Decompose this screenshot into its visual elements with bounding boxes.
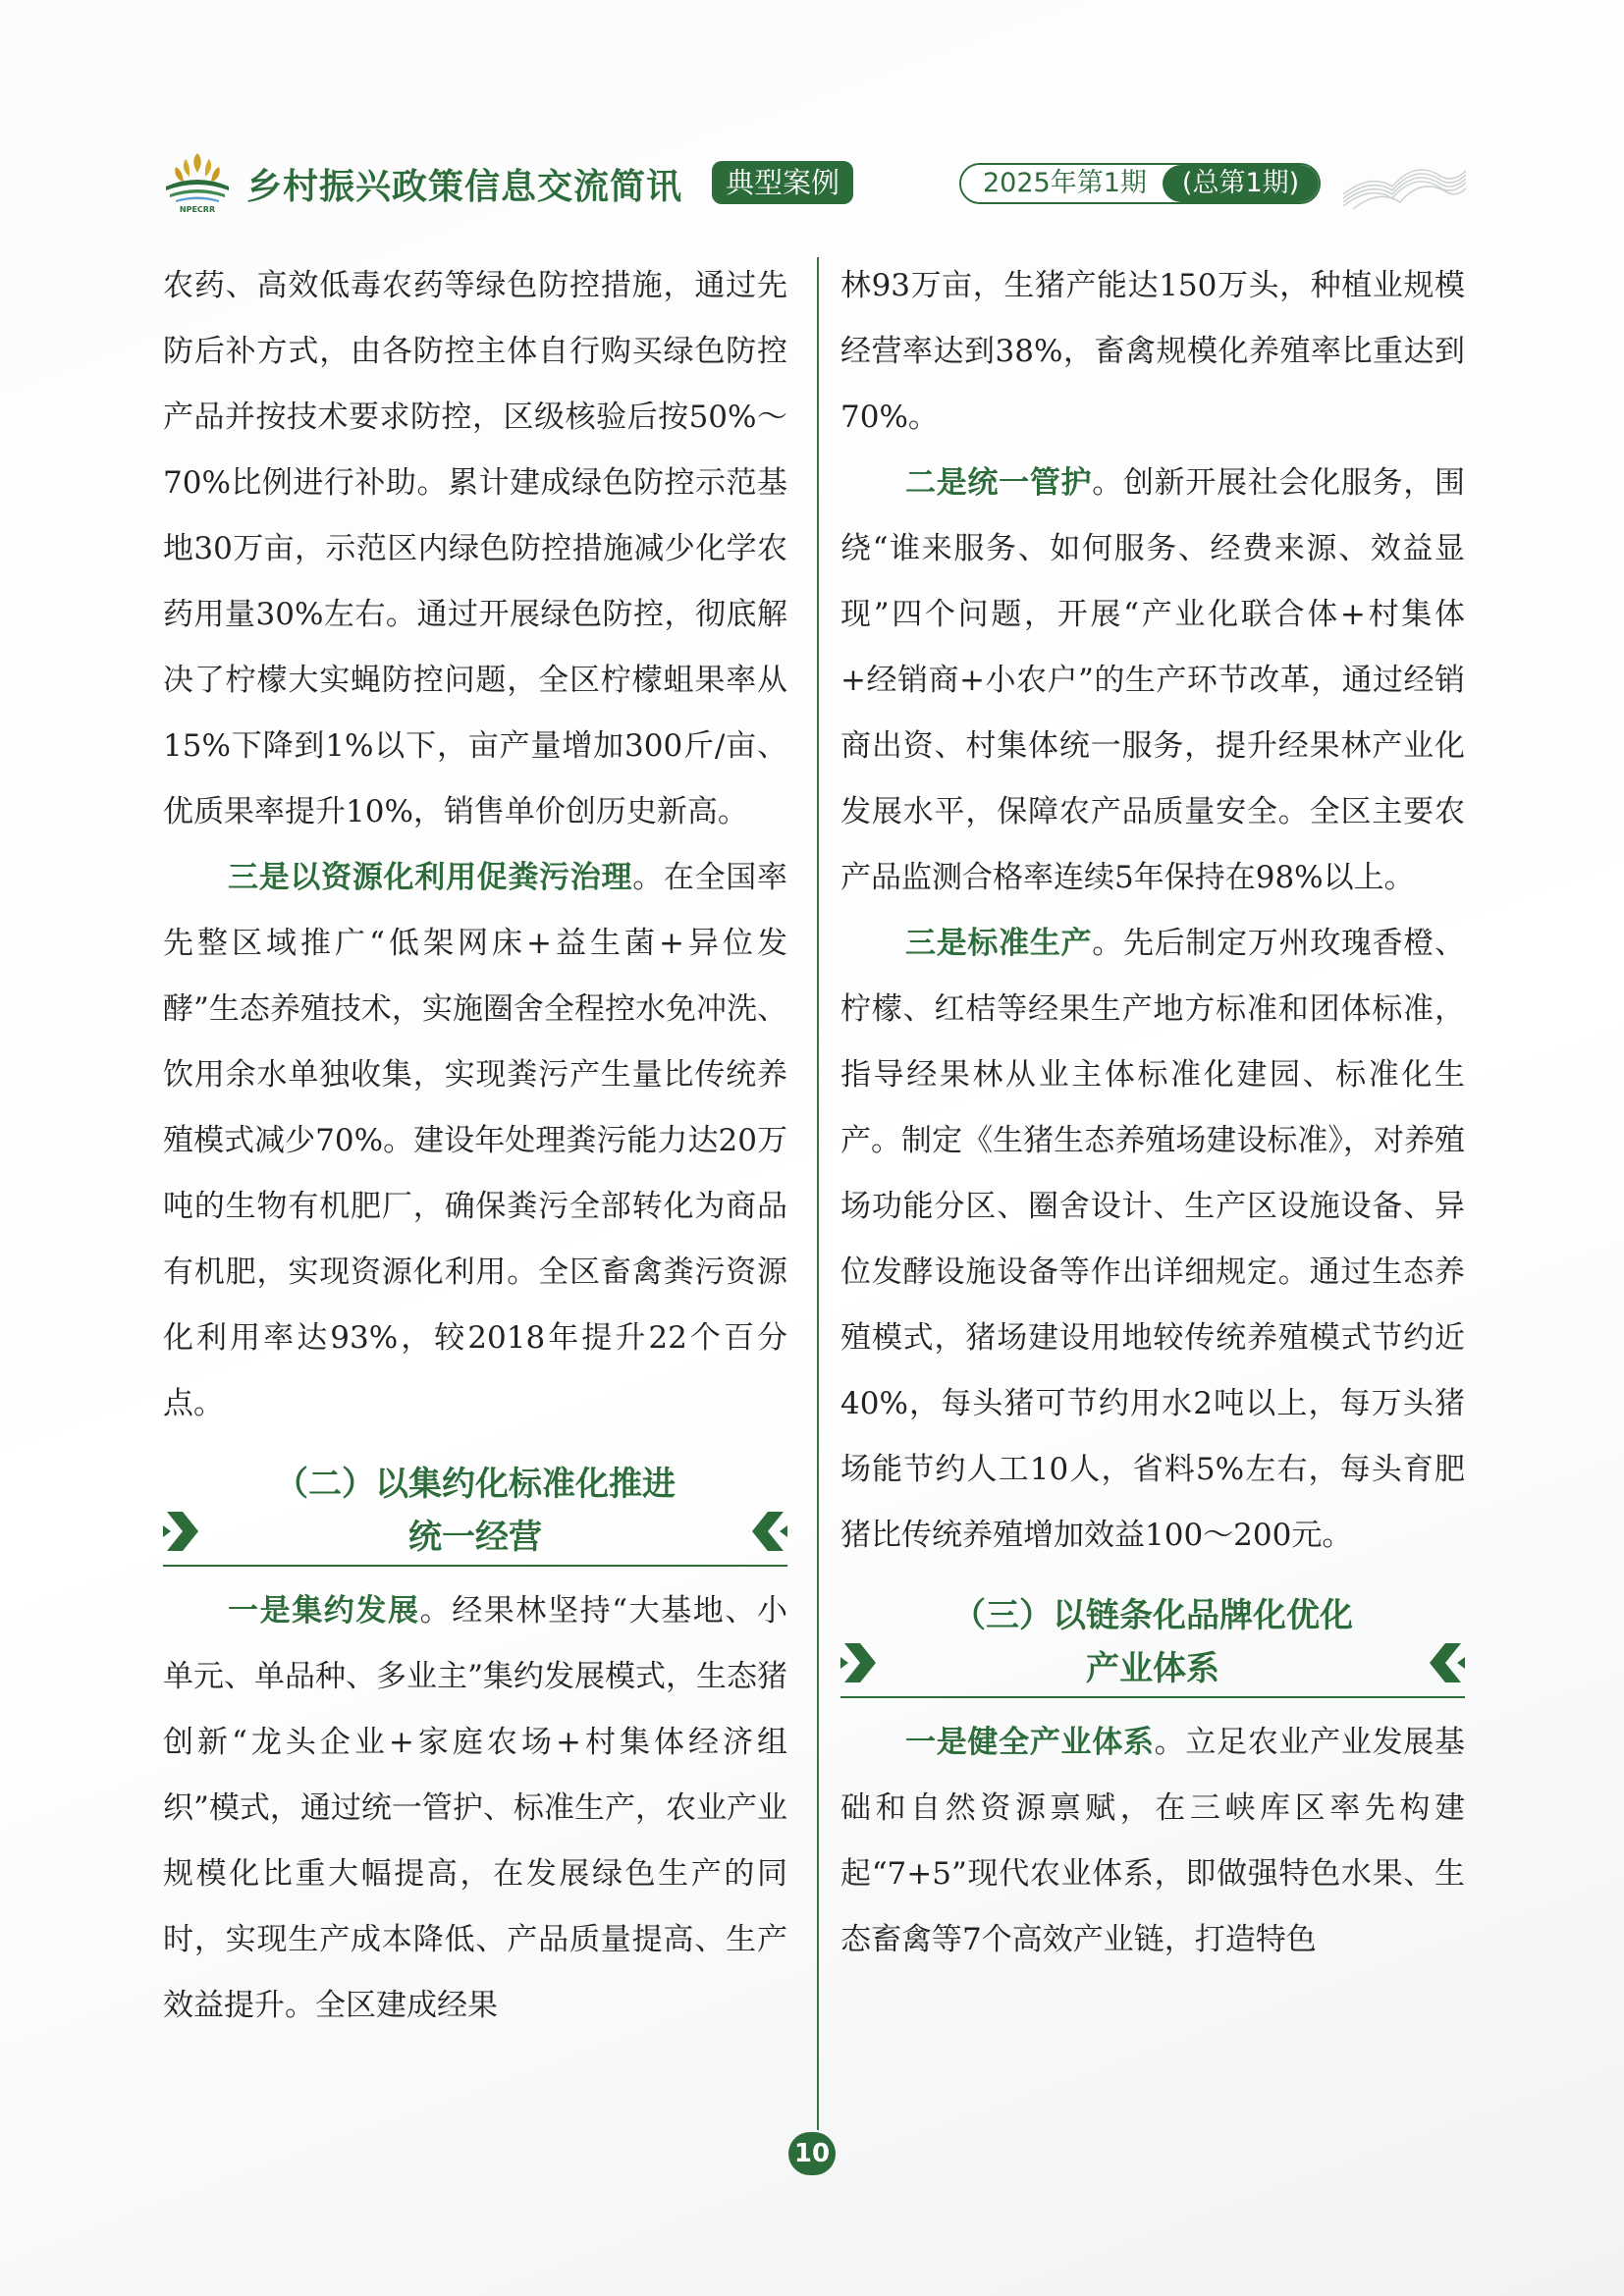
chevron-left-icon [1426, 1639, 1465, 1686]
left-column [163, 253, 787, 2039]
page-header [160, 147, 1466, 216]
issue-total: (总第1期) [1163, 165, 1319, 202]
npecrr-logo-icon [160, 147, 235, 214]
issue-badge [959, 163, 1321, 204]
chevron-right-icon [163, 1508, 202, 1555]
paragraph-text: 。立足农业产业发展基础和自然资源禀赋，在三峡库区率先构建起“7+5”现代农业体系，即做强特色水果、生态畜禽等7个高效产业链，打造特色 [840, 1725, 1466, 1957]
section-title-line2: 产业体系 [1086, 1649, 1219, 1688]
paragraph: 农药、高效低毒农药等绿色防控措施，通过先防后补方式，由各防控主体自行购买绿色防控产品并按技术要求防控，区级核验后按50%～70%比例进行补助。累计建成绿色防控示范基地30万亩，示范区内绿色防控措施减少化学农药用量30%左右。通过开展绿色防控，彻底解决了柠檬大实蝇防控问题，全区柠檬蛆果率从15%下降到1%以下，亩产量增加300斤/亩、优质果率提升10%，销售单价创历史新高。 [163, 268, 787, 829]
paragraph-text: 。在全国率先整区域推广“低架网床+益生菌+异位发酵”生态养殖技术，实施圈舍全程控水免冲洗、饮用余水单独收集，实现粪污产生量比传统养殖模式减少70%。建设年处理粪污能力达20万吨的生物有机肥厂，确保粪污全部转化为商品有机肥，实现资源化利用。全区畜禽粪污资源化利用率达93%，较2018年提升22个百分点。 [163, 860, 788, 1421]
paragraph [163, 1578, 787, 2039]
logo-text: NPECRR [179, 205, 216, 214]
right-column [840, 253, 1465, 1973]
mountain-lines-icon [1343, 151, 1466, 210]
category-tag: 典型案例 [712, 161, 853, 204]
page-number: 10 [788, 2132, 836, 2175]
paragraph-lead: 三是标准生产 [905, 926, 1093, 961]
paragraph [163, 845, 787, 1437]
section-underline [840, 1696, 1465, 1698]
section-title-line1: （三）以链条化品牌化优化 [952, 1596, 1353, 1635]
paragraph-text: 。经果林坚持“大基地、小单元、单品种、多业主”集约发展模式，生态猪创新“龙头企业+家庭农场+村集体经济组织”模式，通过统一管护、标准生产，农业产业规模化比重大幅提高，在发展绿色生产的同时，实现生产成本降低、产品质量提高、生产效益提升。全区建成经果 [163, 1593, 788, 2023]
paragraph-lead: 三是以资源化利用促粪污治理 [228, 860, 633, 895]
paragraph-lead: 一是健全产业体系 [905, 1725, 1155, 1760]
paragraph [840, 1710, 1465, 1973]
paragraph-text: 。创新开展社会化服务，围绕“谁来服务、如何服务、经费来源、效益显现”四个问题，开展“产业化联合体+村集体+经销商+小农户”的生产环节改革，通过经销商出资、村集体统一服务，提升经果林产业化发展水平，保障农产品质量安全。全区主要农产品监测合格率连续5年保持在98%以上。 [840, 465, 1466, 895]
paragraph-text: 。先后制定万州玫瑰香橙、柠檬、红桔等经果生产地方标准和团体标准，指导经果林从业主体标准化建园、标准化生产。制定《生猪生态养殖场建设标准》，对养殖场功能分区、圈舍设计、生产区设施设备、异位发酵设施设备等作出详细规定。通过生态养殖模式，猪场建设用地较传统养殖模式节约近40%，每头猪可节约用水2吨以上，每万头猪场能节约人工10人，省料5%左右，每头育肥猪比传统养殖增加效益100～200元。 [840, 926, 1466, 1553]
column-divider [817, 257, 819, 2130]
paragraph [840, 451, 1465, 911]
paragraph [840, 911, 1465, 1569]
section-heading [840, 1578, 1465, 1710]
paragraph-lead: 二是统一管护 [905, 465, 1093, 501]
chevron-right-icon [840, 1639, 880, 1686]
chevron-left-icon [748, 1508, 787, 1555]
paragraph: 林93万亩，生猪产能达150万头，种植业规模经营率达到38%，畜禽规模化养殖率比重达到70%。 [840, 268, 1465, 435]
section-underline [163, 1565, 787, 1567]
publication-title: 乡村振兴政策信息交流简讯 [246, 167, 683, 207]
section-heading [163, 1447, 787, 1578]
paragraph-lead: 一是集约发展 [228, 1593, 420, 1629]
issue-number: 2025年第1期 [961, 165, 1163, 202]
section-title-line2: 统一经营 [408, 1518, 542, 1557]
section-title-line1: （二）以集约化标准化推进 [275, 1465, 676, 1504]
